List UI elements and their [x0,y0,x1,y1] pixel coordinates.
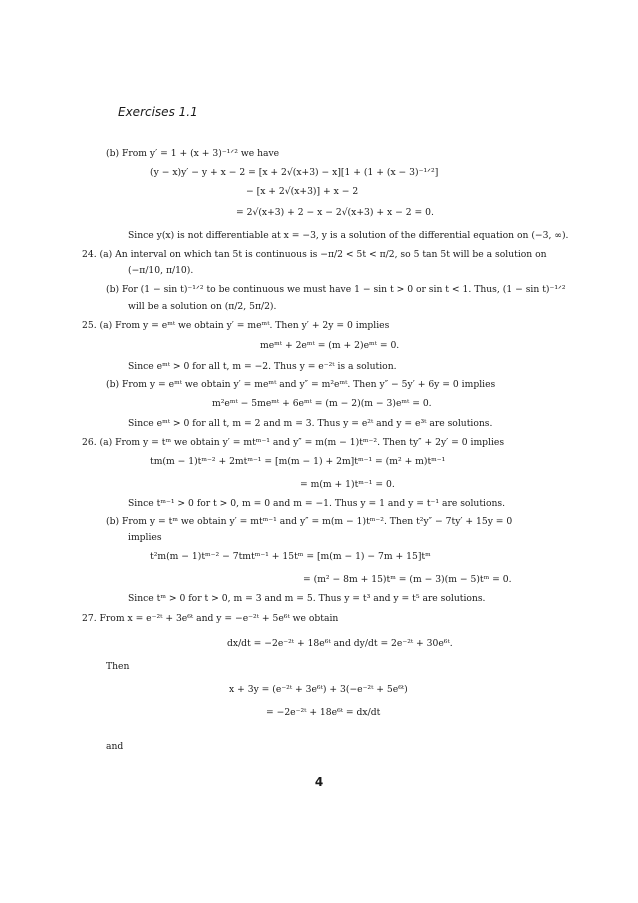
solution-line: dx/dt = −2e⁻²ᵗ + 18e⁶ᵗ and dy/dt = 2e⁻²ᵗ + 30e⁶ᵗ. [227,638,453,649]
solution-line: 25. (a) From y = eᵐᵗ we obtain y′ = meᵐᵗ. Then y′ + 2y = 0 implies [82,320,390,331]
solution-line: t²m(m − 1)tᵐ⁻² − 7tmtᵐ⁻¹ + 15tᵐ = [m(m − 1) − 7m + 15]tᵐ [150,551,431,562]
solution-line: Since eᵐᵗ > 0 for all t, m = −2. Thus y = e⁻²ᵗ is a solution. [128,361,397,372]
solution-line: will be a solution on (π/2, 5π/2). [128,301,277,312]
solution-line: 24. (a) An interval on which tan 5t is continuous is −π/2 < 5t < π/2, so 5 tan 5t will be a solution on [82,249,547,260]
solution-line: Since eᵐᵗ > 0 for all t, m = 2 and m = 3. Thus y = e²ᵗ and y = e³ᵗ are solutions. [128,418,493,429]
solution-line: Since y(x) is not differentiable at x = −3, y is a solution of the differential equation on (−3, ∞). [128,230,569,241]
solution-line: (b) From y′ = 1 + (x + 3)⁻¹ᐟ² we have [106,148,280,159]
solution-line: 27. From x = e⁻²ᵗ + 3e⁶ᵗ and y = −e⁻²ᵗ + 5e⁶ᵗ we obtain [82,613,339,624]
solution-line: m²eᵐᵗ − 5meᵐᵗ + 6eᵐᵗ = (m − 2)(m − 3)eᵐᵗ = 0. [212,398,432,409]
solution-line: = −2e⁻²ᵗ + 18e⁶ᵗ = dx/dt [266,707,381,718]
page-number: 4 [314,775,324,789]
solution-line: Then [106,661,130,672]
solution-line: (b) For (1 − sin t)⁻¹ᐟ² to be continuous we must have 1 − sin t > 0 or sin t < 1. Thus, (1 − sin t)⁻¹ᐟ² [106,284,566,295]
solution-line: (b) From y = tᵐ we obtain y′ = mtᵐ⁻¹ and y″ = m(m − 1)tᵐ⁻². Then t²y″ − 7ty′ + 15y = 0 [106,516,513,527]
solution-line: (b) From y = eᵐᵗ we obtain y′ = meᵐᵗ and y″ = m²eᵐᵗ. Then y″ − 5y′ + 6y = 0 implies [106,379,496,390]
solution-line: = m(m + 1)tᵐ⁻¹ = 0. [300,479,395,490]
solution-line: tm(m − 1)tᵐ⁻² + 2mtᵐ⁻¹ = [m(m − 1) + 2m]tᵐ⁻¹ = (m² + m)tᵐ⁻¹ [150,456,446,467]
solution-line: = (m² − 8m + 15)tᵐ = (m − 3)(m − 5)tᵐ = 0. [303,574,512,585]
solution-line: Since tᵐ⁻¹ > 0 for t > 0, m = 0 and m = −1. Thus y = 1 and y = t⁻¹ are solutions. [128,498,506,509]
section-heading: Exercises 1.1 [118,105,198,119]
solution-line: implies [128,532,162,543]
solution-line: (−π/10, π/10). [128,265,194,276]
solution-line: x + 3y = (e⁻²ᵗ + 3e⁶ᵗ) + 3(−e⁻²ᵗ + 5e⁶ᵗ) [229,684,408,695]
solution-line: meᵐᵗ + 2eᵐᵗ = (m + 2)eᵐᵗ = 0. [260,340,400,351]
solution-line: Since tᵐ > 0 for t > 0, m = 3 and m = 5. Thus y = t³ and y = t⁵ are solutions. [128,593,486,604]
solution-line: = 2√(x+3) + 2 − x − 2√(x+3) + x − 2 = 0. [236,207,434,218]
solution-line: and [106,741,124,752]
solution-line: − [x + 2√(x+3)] + x − 2 [246,186,359,197]
solution-line: 26. (a) From y = tᵐ we obtain y′ = mtᵐ⁻¹ and y″ = m(m − 1)tᵐ⁻². Then ty″ + 2y′ = 0 implies [82,437,505,448]
solution-line: (y − x)y′ − y + x − 2 = [x + 2√(x+3) − x][1 + (1 + (x − 3)⁻¹ᐟ²] [150,167,439,178]
